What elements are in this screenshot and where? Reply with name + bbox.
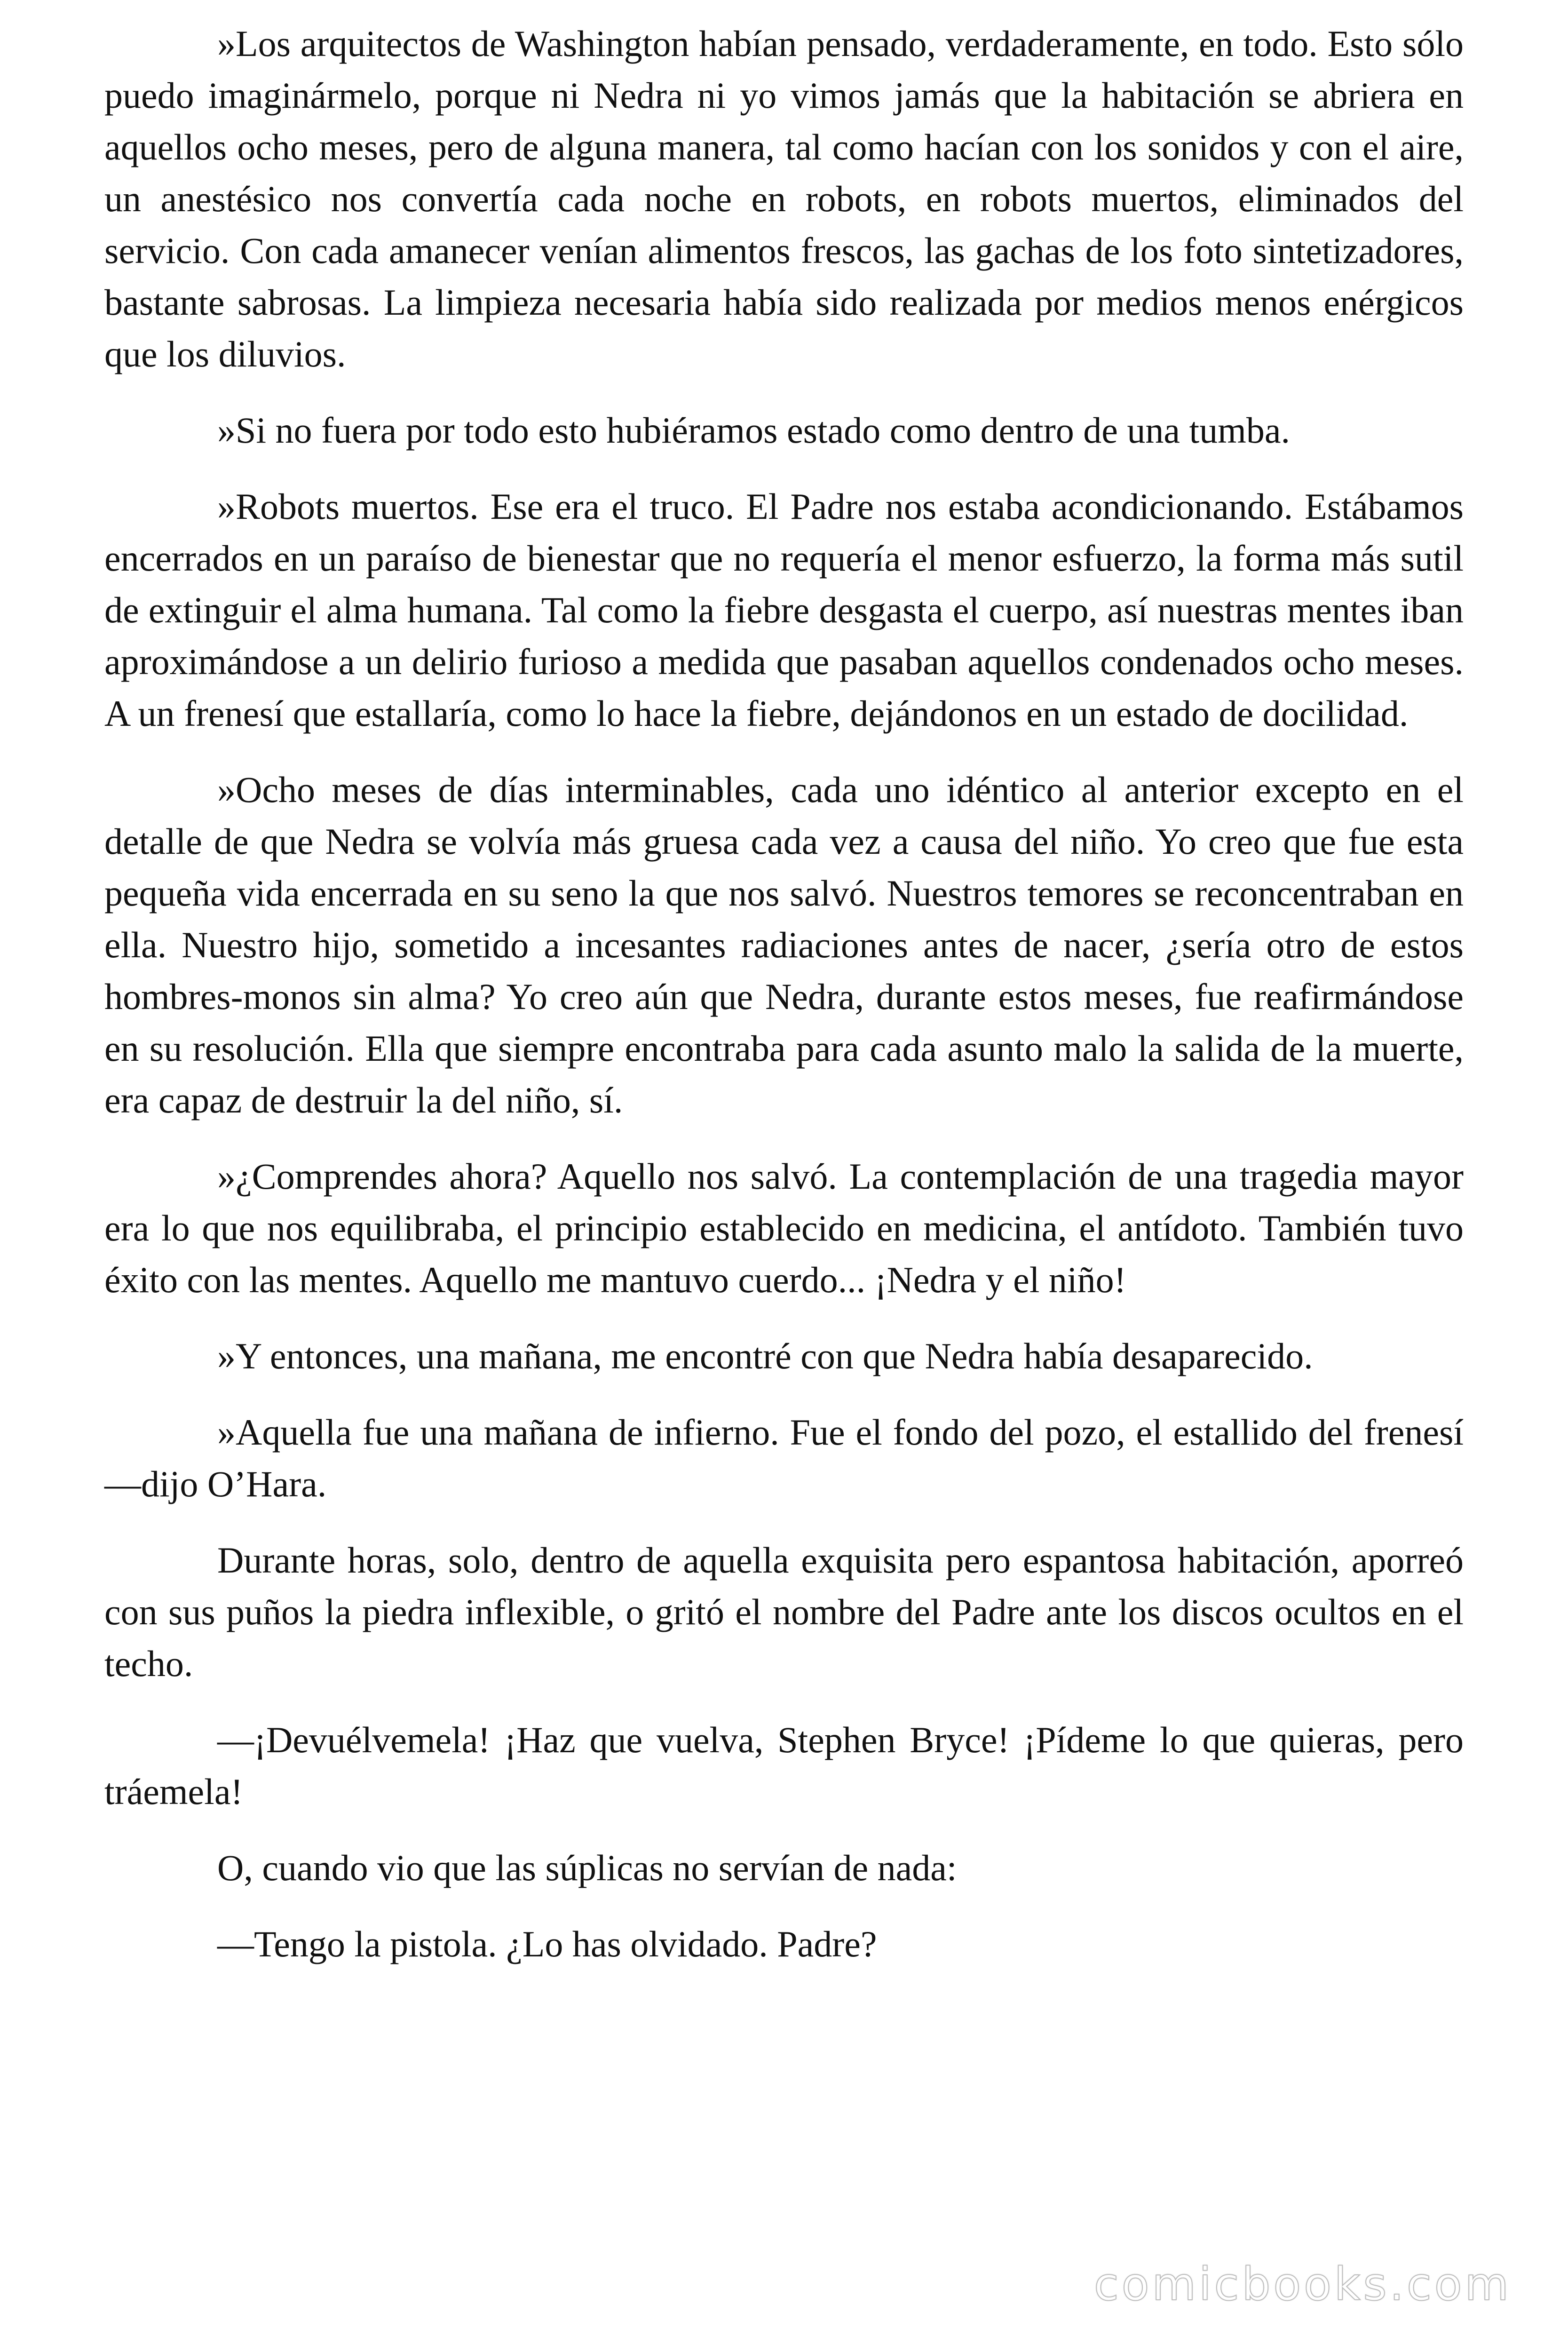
paragraph-6: »Y entonces, una mañana, me encontré con que Nedra había desaparecido.	[217, 1335, 1313, 1376]
paragraph-9: —¡Devuélvemela! ¡Haz que vuelva, Stephen Bryce! ¡Pídeme lo que quieras, pero tráemela!	[104, 1719, 1464, 1812]
watermark: comicbooks.com	[1093, 2258, 1512, 2311]
paragraph-5: »¿Comprendes ahora? Aquello nos salvó. La contemplación de una tragedia mayor era lo que nos equilibraba, el principio establecido en medicina, el antídoto. También tuvo éxito con las mentes. Aquello me mantuvo cuerdo... ¡Nedra y el niño!	[104, 1156, 1464, 1300]
paragraph-2: »Si no fuera por todo esto hubiéramos estado como dentro de una tumba.	[217, 410, 1290, 451]
paragraph-3: »Robots muertos. Ese era el truco. El Padre nos estaba acondicionando. Estábamos encerrados en un paraíso de bienestar que no requería el menor esfuerzo, la forma más sutil de extinguir el alma humana. Tal como la fiebre desgasta el cuerpo, así nuestras mentes iban aproximándose a un delirio furioso a medida que pasaban aquellos condenados ocho meses. A un frenesí que estallaría, como lo hace la fiebre, dejándonos en un estado de docilidad.	[104, 486, 1464, 734]
paragraph-8: Durante horas, solo, dentro de aquella exquisita pero espantosa habitación, aporreó con sus puños la piedra inflexible, o gritó el nombre del Padre ante los discos ocultos en el techo.	[104, 1540, 1464, 1684]
paragraph-11: —Tengo la pistola. ¿Lo has olvidado. Padre?	[217, 1923, 877, 1964]
text-column	[104, 18, 1464, 1994]
paragraph-10: O, cuando vio que las súplicas no servían de nada:	[217, 1847, 957, 1888]
paragraph-1: »Los arquitectos de Washington habían pensado, verdaderamente, en todo. Esto sólo puedo imaginármelo, porque ni Nedra ni yo vimos jamás que la habitación se abriera en aquellos ocho meses, pero de alguna manera, tal como hacían con los sonidos y con el aire, un anestésico nos convertía cada noche en robots, en robots muertos, eliminados del servicio. Con cada amanecer venían alimentos frescos, las gachas de los foto sintetizadores, bastante sabrosas. La limpieza necesaria había sido realizada por medios menos enérgicos que los diluvios.	[104, 23, 1464, 374]
paragraph-4: »Ocho meses de días interminables, cada uno idéntico al anterior excepto en el detalle de que Nedra se volvía más gruesa cada vez a causa del niño. Yo creo que fue esta pequeña vida encerrada en su seno la que nos salvó. Nuestros temores se reconcentraban en ella. Nuestro hijo, sometido a incesantes radiaciones antes de nacer, ¿sería otro de estos hombres-monos sin alma? Yo creo aún que Nedra, durante estos meses, fue reafirmándose en su resolución. Ella que siempre encontraba para cada asunto malo la salida de la muerte, era capaz de destruir la del niño, sí.	[104, 769, 1464, 1120]
paragraph-7: »Aquella fue una mañana de infierno. Fue el fondo del pozo, el estallido del frenesí —dijo O’Hara.	[104, 1412, 1464, 1504]
